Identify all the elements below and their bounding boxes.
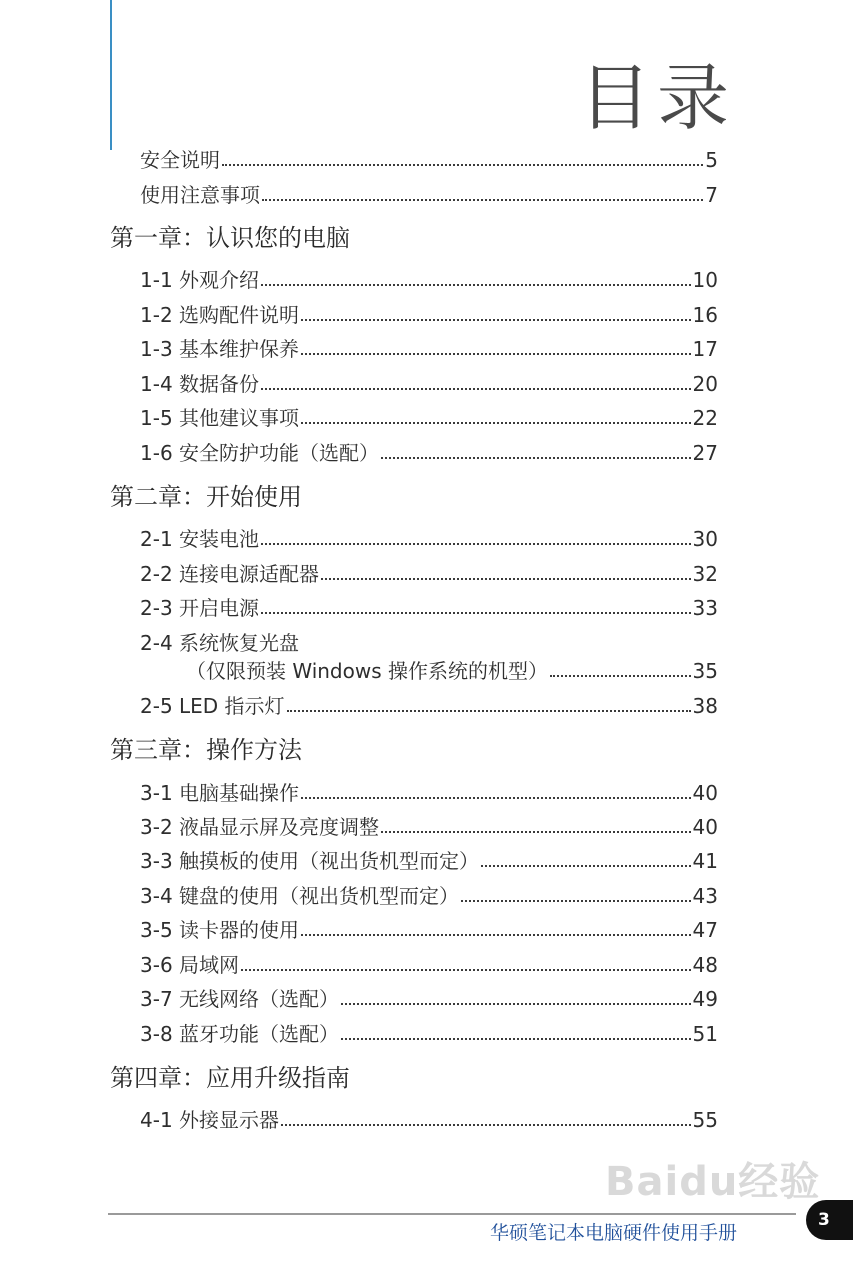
dot-leader (341, 1038, 691, 1040)
toc-entry[interactable] (140, 560, 718, 588)
toc-entry[interactable] (140, 813, 718, 841)
toc-entry-label: 3-8 蓝牙功能（选配） (140, 1022, 340, 1046)
toc-entry-page: 51 (692, 1022, 718, 1046)
toc-entry-page: 40 (692, 781, 718, 805)
toc-entry-label: 3-2 液晶显示屏及亮度调整 (140, 815, 380, 839)
toc-entry-page: 32 (692, 562, 718, 586)
dot-leader (301, 353, 691, 355)
toc-entry-page: 27 (692, 441, 718, 465)
toc-entry-page: 55 (692, 1108, 718, 1132)
chapter-heading[interactable]: 第二章：开始使用 (110, 483, 302, 511)
toc-entry-page: 47 (692, 918, 718, 942)
toc-entry[interactable] (140, 882, 718, 910)
toc-entry-label: 3-6 局域网 (140, 953, 240, 977)
toc-entry-label: 1-5 其他建议事项 (140, 406, 300, 430)
toc-entry[interactable] (140, 146, 718, 174)
toc-entry[interactable] (140, 266, 718, 294)
dot-leader (301, 319, 691, 321)
toc-entry-page: 48 (692, 953, 718, 977)
toc-entry[interactable] (140, 985, 718, 1013)
toc-entry-page: 30 (692, 527, 718, 551)
chapter-heading[interactable]: 第四章：应用升级指南 (110, 1064, 350, 1092)
toc-entry[interactable] (140, 1020, 718, 1048)
toc-entry-label: 3-3 触摸板的使用（视出货机型而定） (140, 849, 480, 873)
chapter-heading[interactable]: 第三章：操作方法 (110, 736, 302, 764)
toc-entry-label: 1-3 基本维护保养 (140, 337, 300, 361)
toc-entry[interactable] (186, 657, 718, 685)
dot-leader (301, 934, 691, 936)
toc-entry-label[interactable]: 2-4 系统恢复光盘 (140, 631, 300, 655)
toc-entry-label: 4-1 外接显示器 (140, 1108, 280, 1132)
toc-entry[interactable] (140, 335, 718, 363)
dot-leader (261, 388, 691, 390)
dot-leader (301, 422, 691, 424)
toc-entry-label: 2-5 LED 指示灯 (140, 694, 285, 718)
toc-entry-label: 1-4 数据备份 (140, 372, 260, 396)
toc-entry-page: 49 (692, 987, 718, 1011)
dot-leader (262, 199, 703, 201)
dot-leader (261, 284, 691, 286)
toc-entry-label: 1-1 外观介绍 (140, 268, 260, 292)
dot-leader (381, 457, 691, 459)
toc-entry-page: 7 (705, 183, 718, 207)
footer-manual-title: 华硕笔记本电脑硬件使用手册 (490, 1222, 738, 1244)
dot-leader (287, 710, 691, 712)
toc-entry-page: 35 (692, 659, 718, 683)
toc-entry[interactable] (140, 779, 718, 807)
dot-leader (261, 543, 691, 545)
toc-entry-page: 20 (692, 372, 718, 396)
toc-entry-label: 3-4 键盘的使用（视出货机型而定） (140, 884, 460, 908)
page-title: 目录 (578, 56, 735, 140)
baidu-watermark: Baidu经验 (605, 1159, 821, 1205)
toc-entry-page: 43 (692, 884, 718, 908)
toc-entry-label: （仅限预装 Windows 操作系统的机型） (186, 659, 548, 683)
toc-entry-label: 2-1 安装电池 (140, 527, 260, 551)
toc-entry-page: 22 (692, 406, 718, 430)
dot-leader (301, 797, 691, 799)
toc-entry[interactable] (140, 404, 718, 432)
toc-entry[interactable] (140, 692, 718, 720)
accent-vertical-line (110, 0, 112, 150)
dot-leader (222, 164, 703, 166)
toc-entry-page: 10 (692, 268, 718, 292)
toc-entry[interactable] (140, 439, 718, 467)
toc-entry-page: 40 (692, 815, 718, 839)
page-number-tab (806, 1200, 853, 1240)
toc-entry[interactable] (140, 525, 718, 553)
toc-entry-label: 3-7 无线网络（选配） (140, 987, 340, 1011)
toc-entry[interactable] (140, 951, 718, 979)
toc-entry[interactable] (140, 181, 718, 209)
dot-leader (461, 900, 691, 902)
toc-entry[interactable] (140, 370, 718, 398)
toc-entry-label: 2-2 连接电源适配器 (140, 562, 320, 586)
toc-entry[interactable] (140, 847, 718, 875)
toc-entry-label: 1-6 安全防护功能（选配） (140, 441, 380, 465)
toc-entry-page: 33 (692, 596, 718, 620)
dot-leader (381, 831, 691, 833)
footer-divider (108, 1213, 796, 1215)
toc-entry-label: 1-2 选购配件说明 (140, 303, 300, 327)
toc-entry-label: 3-1 电脑基础操作 (140, 781, 300, 805)
toc-entry-label: 使用注意事项 (140, 183, 260, 207)
page-number: 3 (818, 1210, 830, 1230)
chapter-heading[interactable]: 第一章：认识您的电脑 (110, 224, 350, 252)
toc-entry-page: 16 (692, 303, 718, 327)
toc-entry[interactable] (140, 594, 718, 622)
toc-entry[interactable] (140, 1106, 718, 1134)
toc-entry-page: 5 (705, 148, 718, 172)
toc-entry-page: 17 (692, 337, 718, 361)
toc-entry-label: 2-3 开启电源 (140, 596, 260, 620)
dot-leader (341, 1003, 691, 1005)
toc-entry[interactable] (140, 301, 718, 329)
toc-entry-label: 3-5 读卡器的使用 (140, 918, 300, 942)
dot-leader (281, 1124, 691, 1126)
dot-leader (321, 578, 691, 580)
toc-entry-page: 41 (692, 849, 718, 873)
toc-entry-page: 38 (692, 694, 718, 718)
dot-leader (261, 612, 691, 614)
dot-leader (550, 675, 691, 677)
toc-entry[interactable] (140, 916, 718, 944)
dot-leader (481, 865, 691, 867)
dot-leader (241, 969, 691, 971)
toc-entry-label: 安全说明 (140, 148, 220, 172)
